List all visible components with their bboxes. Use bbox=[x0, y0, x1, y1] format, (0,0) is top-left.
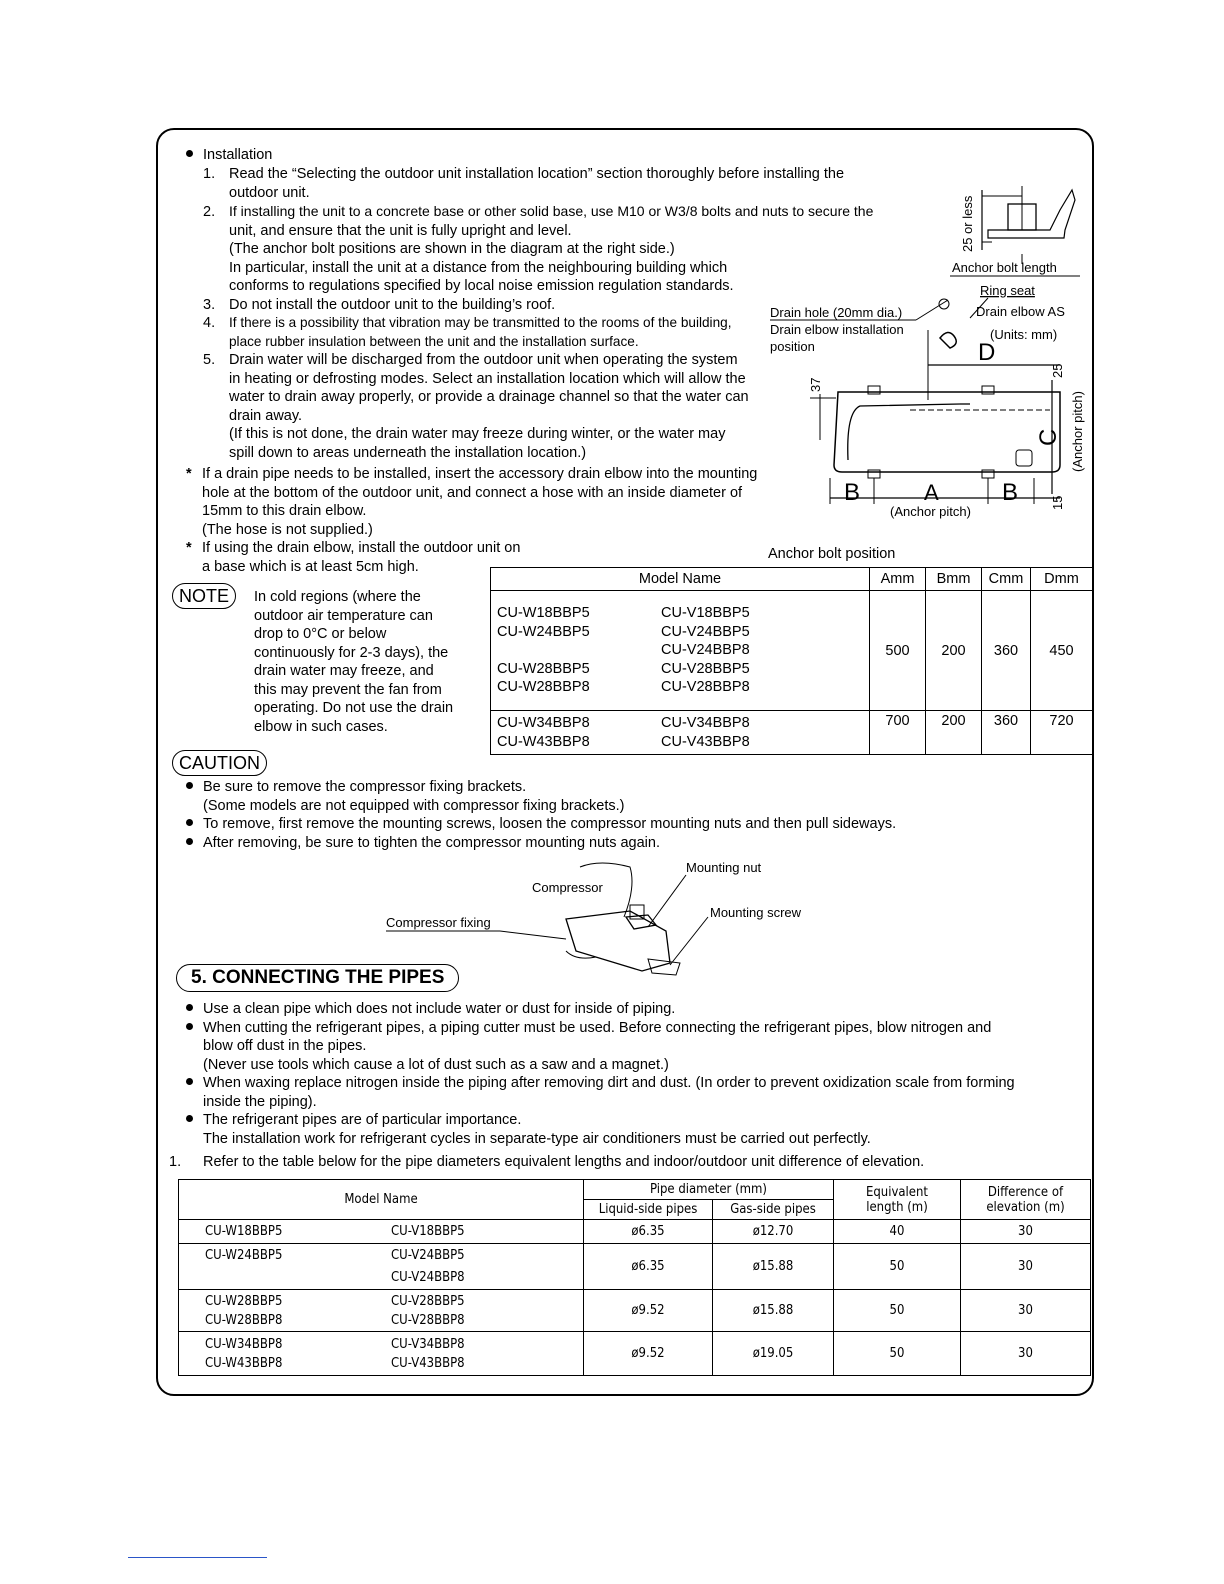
installation-step-line: place rubber insulation between the unit and the installation surface. bbox=[229, 333, 639, 349]
installation-step-line: 4. If there is a possibility that vibration may be transmitted to the rooms of the building, bbox=[203, 315, 732, 331]
table-row: CU-W18BBP5 CU-V18BBP5 ø6.35 ø12.70 40 30 bbox=[179, 1220, 1091, 1244]
dim-a-label: A bbox=[924, 480, 939, 505]
header-gas: Gas-side pipes bbox=[713, 1200, 834, 1220]
installation-step-line: 1. Read the “Selecting the outdoor unit installation location” section thoroughly before installing the bbox=[203, 166, 845, 182]
installation-step-line: drain away. bbox=[229, 407, 303, 424]
note-text: In cold regions (where the outdoor air temperature can drop to 0°C or below continuously for 2-3 days), the drain water may freeze, and this may prevent the fan from operating. Do not use the drain elbow in such cases. bbox=[254, 589, 454, 735]
header-pipe-diameter: Pipe diameter (mm) bbox=[584, 1180, 834, 1200]
link-underline bbox=[128, 1557, 267, 1558]
note-badge: NOTE bbox=[172, 583, 236, 609]
header-equivalent: Equivalent bbox=[865, 1184, 928, 1200]
installation-step-line: outdoor unit. bbox=[229, 184, 310, 201]
anchor-pitch-horizontal: (Anchor pitch) bbox=[890, 504, 971, 519]
units-label: (Units: mm) bbox=[990, 327, 1058, 342]
dim-c-label: C bbox=[1035, 428, 1062, 446]
installation-step-line: 2. If installing the unit to a concrete base or other solid base, use M10 or W3/8 bolts and nuts to secure the bbox=[203, 203, 874, 220]
connecting-pipes-heading: 5. CONNECTING THE PIPES bbox=[176, 964, 459, 992]
header-model: Model Name bbox=[491, 568, 870, 591]
table-row: CU-W34BBP8 CU-V34BBP8 CU-W43BBP8 CU-V43BBP8 700 200 360 720 bbox=[491, 711, 1093, 755]
asterisk-note-1: * If a drain pipe needs to be installed, insert the accessory drain elbow into the mounting hole at the bottom of the outdoor unit, and connect a hose with an inside diameter of 15mm to this drain elbow. (The hose is not supplied.) * If using the drain elbow, install the outdoor unit on a base which is at least 5cm high. bbox=[186, 466, 758, 575]
installation-heading: Installation bbox=[186, 146, 272, 165]
bolt-dim-label: 25 or less bbox=[960, 195, 975, 252]
drain-hole-label: Drain hole (20mm dia.) bbox=[770, 305, 903, 320]
table-row: CU-W34BBP8 CU-V34BBP8 CU-W43BBP8 CU-V43BBP8 ø9.52 ø19.05 50 30 bbox=[179, 1332, 1091, 1376]
header-c: Cmm bbox=[982, 568, 1031, 591]
installation-step-line: unit, and ensure that the unit is fully upright and level. bbox=[229, 222, 572, 239]
table-row: CU-W28BBP5 CU-V28BBP5 CU-W28BBP8 CU-V28BBP8 ø9.52 ø15.88 50 30 bbox=[179, 1290, 1091, 1332]
header-liquid: Liquid-side pipes bbox=[584, 1200, 713, 1220]
table-row: CU-W24BBP5 CU-V24BBP5 CU-V24BBP8 ø6.35 ø15.88 50 30 bbox=[179, 1244, 1091, 1290]
installation-step-line: 3. Do not install the outdoor unit to the building’s roof. bbox=[203, 296, 556, 313]
header-b: Bmm bbox=[926, 568, 982, 591]
dim-b-right-label: B bbox=[1002, 479, 1019, 506]
compressor-fixing-label: Compressor fixing bbox=[386, 915, 491, 930]
table-row: CU-W18BBP5 CU-V18BBP5 CU-W24BBP5 CU-V24BBP5 CU-V24BBP8 CU-W28BBP5 CU-V28BBP5 CU-W28BBP8 CU-V28BBP8 500 200 360 450 bbox=[491, 591, 1093, 711]
pipes-bullets: Use a clean pipe which does not include water or dust for inside of piping. When cutting the refrigerant pipes, a piping cutter must be used. Before connecting the refrigerant pipes, blow nitrogen and blow off dust in the pipes. (Never use tools which cause a lot of dust such as a saw and a magnet.) When waxing replace nitrogen inside the piping after removing dirt and dust. (In order to prevent oxidization scale from forming inside the piping). The refrigerant pipes are of particular importance. The installation work for refrigerant cycles in separate-type air conditioners must be carried out perfectly. 1. Refer to the table below for the pipe diameters equivalent lengths and indoor/outdoor unit difference of elevation. bbox=[169, 1001, 1015, 1170]
header-a: Amm bbox=[870, 568, 926, 591]
header-d: Dmm bbox=[1031, 568, 1093, 591]
drain-elbow-label: Drain elbow AS bbox=[976, 304, 1065, 319]
pipe-diameter-table: Model Name Pipe diameter (mm) Equivalent length (m) Difference of elevation (m) Liquid-side pipes Gas-side pipes CU-W18BBP5 CU-V18BBP5 ø6.35 ø12.70 40 30 CU-W24BBP5 CU-V24BBP5 CU-V24BBP8 ø6.35 ø15.88 50 30 CU-W28BBP5 CU-V28BBP5 CU-W28BBP8 CU-V28BBP8 ø9.52 ø15.88 50 30 CU-W34BBP8 CU-V34BBP8 CU-W43BBP8 CU-V43BBP8 ø9.52 ø19.05 50 30 bbox=[178, 1179, 1091, 1376]
dim-37-label: 37 bbox=[808, 377, 823, 392]
dim-25-label: 25 bbox=[1050, 363, 1065, 378]
compressor-fixing-figure bbox=[380, 855, 830, 980]
installation-step-line: spill down to areas underneath the installation location.) bbox=[229, 444, 587, 461]
installation-step-line: conforms to regulations specified by local noise emission regulation standards. bbox=[229, 278, 734, 294]
mounting-nut-label: Mounting nut bbox=[686, 860, 762, 875]
mounting-screw-label: Mounting screw bbox=[710, 905, 802, 920]
dim-d-label: D bbox=[978, 339, 996, 366]
anchor-bolt-diagram bbox=[760, 160, 1090, 570]
anchor-bolt-table bbox=[490, 567, 1093, 755]
installation-step-line: in heating or defrosting modes. Select an installation location which will allow the bbox=[229, 370, 746, 387]
header-elevation: Difference of bbox=[987, 1184, 1064, 1200]
drain-install-label-2: position bbox=[770, 339, 815, 354]
caution-list: Be sure to remove the compressor fixing brackets. (Some models are not equipped with compressor fixing brackets.) To remove, first remove the mounting screws, loosen the compressor mounting nuts and then pull sideways. After removing, be sure to tighten the compressor mounting nuts again. bbox=[186, 778, 896, 852]
installation-step-line: (If this is not done, the drain water may freeze during winter, or the water may bbox=[229, 426, 726, 442]
caution-badge: CAUTION bbox=[172, 750, 267, 776]
ring-seat-label: Ring seat bbox=[980, 283, 1035, 298]
installation-step-line: In particular, install the unit at a distance from the neighbouring building which bbox=[229, 259, 728, 276]
header-model: Model Name bbox=[179, 1180, 584, 1220]
compressor-label: Compressor bbox=[532, 880, 603, 895]
bolt-length-caption: Anchor bolt length bbox=[952, 260, 1057, 275]
anchor-pitch-vertical: (Anchor pitch) bbox=[1070, 391, 1085, 472]
dim-15-label: 15 bbox=[1050, 495, 1065, 510]
drain-install-label-1: Drain elbow installation bbox=[770, 322, 904, 337]
dim-b-left-label: B bbox=[844, 479, 861, 506]
installation-step-line: 5. Drain water will be discharged from the outdoor unit when operating the system bbox=[203, 352, 738, 368]
anchor-bolt-caption: Anchor bolt position bbox=[768, 546, 896, 562]
installation-step-line: water to drain away properly, or provide a drainage channel so that the water can bbox=[229, 389, 749, 405]
installation-step-line: (The anchor bolt positions are shown in the diagram at the right side.) bbox=[229, 241, 675, 257]
